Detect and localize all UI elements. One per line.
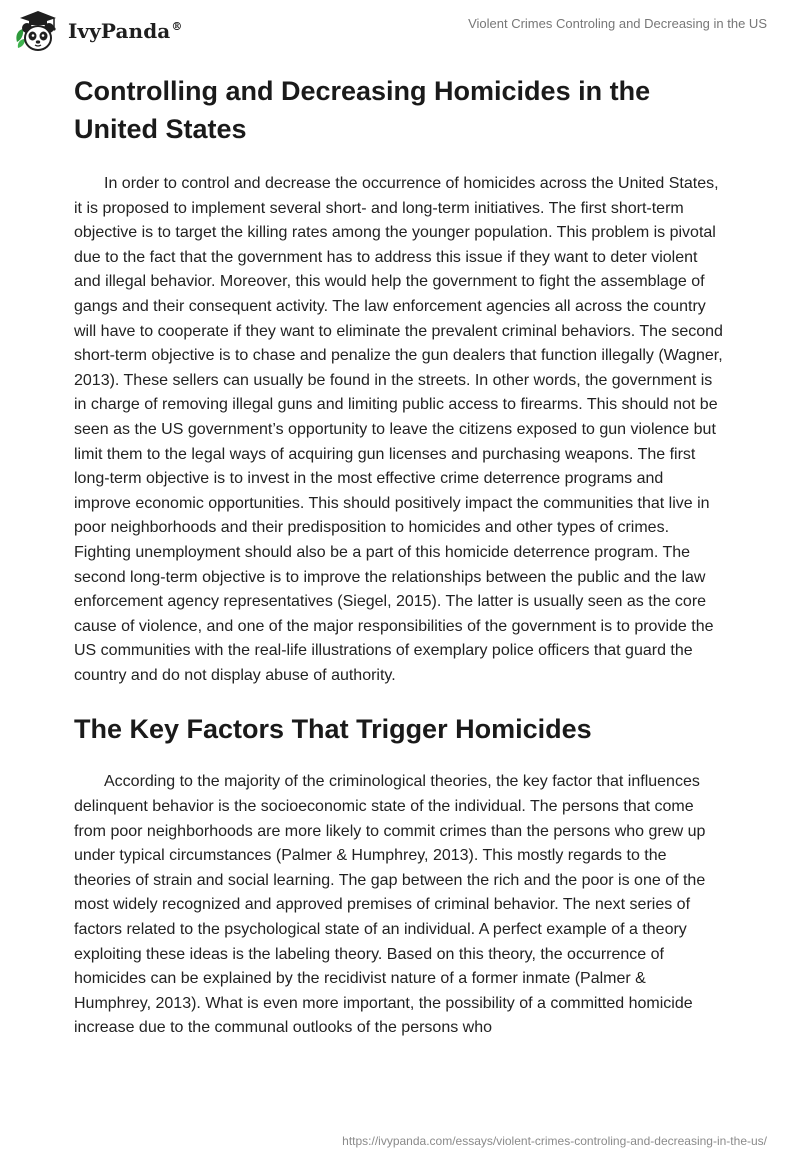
source-url-link[interactable]: https://ivypanda.com/essays/violent-crimes-controling-and-decreasing-in-the-us/: [342, 1134, 767, 1148]
section-paragraph-controlling-homicides: In order to control and decrease the occurrence of homicides across the United States, it is proposed to implement several short- and long-term initiatives. The first short-term objective is to target the killing rates among the younger population. This problem is pivotal due to the fact that the government has to address this issue if they want to deter violent and illegal behavior. Moreover, this would help the government to fight the assemblage of gangs and their consequent activity. The law enforcement agencies all across the country will have to cooperate if they want to eliminate the prevalent criminal behaviors. The second short-term objective is to chase and penalize the gun dealers that function illegally (Wagner, 2013). These sellers can usually be found in the streets. In other words, the government is in charge of removing illegal guns and limiting public access to firearms. This should not be seen as the US government’s opportunity to leave the citizens exposed to gun violence but limit them to the legal ways of acquiring gun licenses and purchasing weapons. The first long-term objective is to invest in the most effective crime deterrence programs and improve economic opportunities. This should positively impact the communities that live in poor neighborhoods and their predisposition to homicides and other types of crimes. Fighting unemployment should also be a part of this homicide deterrence program. The second long-term objective is to improve the relationships between the public and the law enforcement agency representatives (Siegel, 2015). The latter is usually seen as the core cause of violence, and one of the major responsibilities of the government is to provide the US communities with the real-life illustrations of exemplary police officers that guard the country and do not display abuse of authority.: [74, 175, 723, 684]
section-heading-key-factors: The Key Factors That Trigger Homicides: [74, 714, 592, 745]
brand-name: IvyPanda®: [68, 19, 183, 43]
essay-content: [74, 72, 724, 1041]
section-heading-controlling-homicides: Controlling and Decreasing Homicides in the United States: [74, 76, 651, 144]
panda-graduate-logo-icon: [14, 8, 62, 54]
section-paragraph-key-factors: According to the majority of the criminological theories, the key factor that influences delinquent behavior is the socioeconomic state of the individual. The persons that come from poor neighborhoods are more likely to commit crimes than the persons who grew up under typical circumstances (Palmer & Humphrey, 2013). This mostly regards to the theories of strain and social learning. The gap between the rich and the poor is one of the most widely recognized and approved premises of criminal behavior. The next series of factors related to the psychological state of an individual. A perfect example of a theory exploiting these ideas is the labeling theory. Based on this theory, the occurrence of homicides can be explained by the recidivist nature of a former inmate (Palmer & Humphrey, 2013). What is even more important, the possibility of a committed homicide increase due to the communal outlooks of the persons who: [74, 773, 706, 1037]
document-title: Violent Crimes Controling and Decreasing in the US: [468, 16, 767, 31]
trademark-symbol: ®: [171, 20, 183, 34]
page-header: [0, 0, 800, 62]
ivypanda-logo[interactable]: [14, 8, 182, 54]
